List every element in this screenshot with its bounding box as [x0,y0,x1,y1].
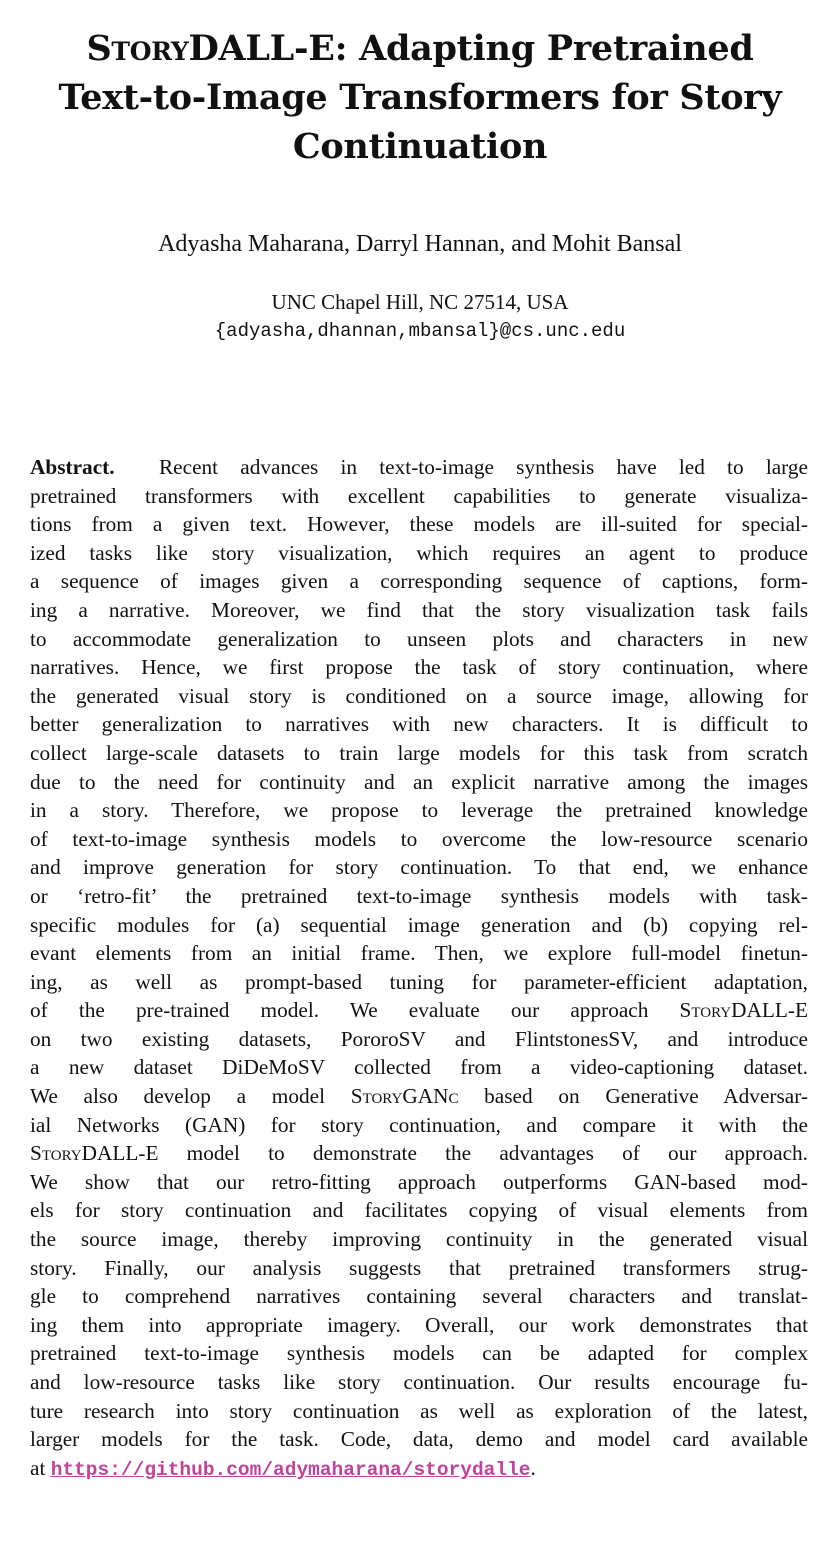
abstract-line: We show that our retro-fitting approach outperforms GAN-based mod- [30,1169,808,1194]
abstract-line: narratives. Hence, we first propose the task of story continuation, where [30,655,808,680]
abstract-line: ial Networks (GAN) for story continuation, and compare it with the [30,1112,808,1137]
affiliation: UNC Chapel Hill, NC 27514, USA [271,290,569,314]
abstract-line [30,996,808,1025]
abstract-line: and improve generation for story continuation. To that end, we enhance [30,855,808,880]
abstract-line: the generated visual story is conditioned on a source image, allowing for [30,683,808,708]
model-name: StoryGANc [350,1084,459,1109]
abstract-line: ture research into story continuation as well as exploration of the latest, [30,1398,808,1423]
title-line-1 [0,24,840,73]
abstract-line [30,1139,808,1168]
abstract-line: larger models for the task. Code, data, demo and model card available [30,1427,808,1452]
abstract-line: in a story. Therefore, we propose to leverage the pretrained knowledge [30,798,808,823]
abstract-text: model to demonstrate the advantages of our approach. [158,1141,808,1166]
model-name: StoryDALL-E [679,998,808,1023]
abstract-line: ized tasks like story visualization, which requires an agent to produce [30,540,808,565]
title-system-name: StoryDALL-E [86,28,335,69]
abstract-line: a new dataset DiDeMoSV collected from a video-captioning dataset. [30,1055,808,1080]
title-line-2: Text-to-Image Transformers for Story [58,77,782,118]
abstract-line [30,453,808,482]
abstract-line: specific modules for (a) sequential image generation and (b) copying rel- [30,912,808,937]
abstract-line: due to the need for continuity and an explicit narrative among the images [30,769,808,794]
abstract [30,453,808,1482]
abstract-line: or ‘retro-fit’ the pretrained text-to-image synthesis models with task- [30,883,808,908]
model-name: StoryDALL-E [30,1141,159,1166]
abstract-line: ing them into appropriate imagery. Overall, our work demonstrates that [30,1312,808,1337]
abstract-line: els for story continuation and facilitates copying of visual elements from [30,1198,808,1223]
abstract-line: evant elements from an initial frame. Then, we explore full-model finetun- [30,941,808,966]
title-line-3: Continuation [292,126,548,167]
author-list: Adyasha Maharana, Darryl Hannan, and Mohit Bansal [158,231,682,257]
abstract-text: at [30,1455,51,1480]
abstract-line: a sequence of images given a corresponding sequence of captions, form- [30,569,808,594]
abstract-line [30,1454,808,1483]
abstract-line: gle to comprehend narratives containing several characters and translat- [30,1284,808,1309]
abstract-line: pretrained text-to-image synthesis models can be adapted for complex [30,1341,808,1366]
abstract-text: . [530,1455,536,1480]
abstract-line: on two existing datasets, PororoSV and FlintstonesSV, and introduce [30,1026,808,1051]
abstract-text: Recent advances in text-to-image synthesis have led to large [158,455,808,479]
abstract-text: We also develop a model [30,1084,351,1109]
abstract-line: collect large-scale datasets to train large models for this task from scratch [30,740,808,765]
abstract-line: to accommodate generalization to unseen plots and characters in new [30,626,808,651]
abstract-label: Abstract. [30,455,115,479]
abstract-text: of the pre-trained model. We evaluate our approach [30,998,680,1023]
author-emails: {adyasha,dhannan,mbansal}@cs.unc.edu [214,320,626,342]
abstract-line: of text-to-image synthesis models to overcome the low-resource scenario [30,826,808,851]
abstract-line: story. Finally, our analysis suggests that pretrained transformers strug- [30,1255,808,1280]
abstract-line: ing, as well as prompt-based tuning for parameter-efficient adaptation, [30,969,808,994]
abstract-text: based on Generative Adversar- [458,1084,808,1109]
abstract-line: tions from a given text. However, these models are ill-suited for special- [30,512,808,537]
github-link[interactable]: https://github.com/adymaharana/storydalle [50,1458,531,1481]
abstract-line: pretrained transformers with excellent capabilities to generate visualiza- [30,483,808,508]
abstract-line: the source image, thereby improving continuity in the generated visual [30,1227,808,1252]
abstract-line: better generalization to narratives with new characters. It is difficult to [30,712,808,737]
abstract-line: ing a narrative. Moreover, we find that the story visualization task fails [30,597,808,622]
title-line-1-rest: : Adapting Pretrained [334,28,754,69]
abstract-line: and low-resource tasks like story continuation. Our results encourage fu- [30,1370,808,1394]
paper-title [0,24,840,171]
abstract-line [30,1082,808,1111]
